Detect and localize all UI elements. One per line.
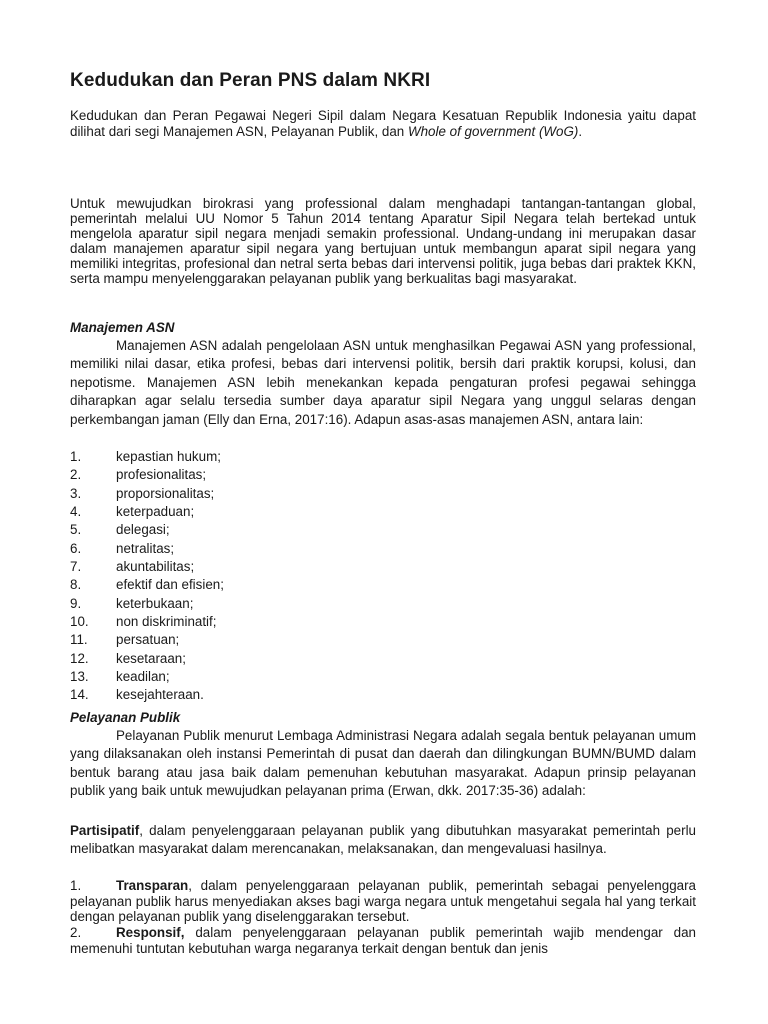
- list-num: 8.: [70, 577, 82, 593]
- list-item: [70, 558, 224, 576]
- list-num: 7.: [70, 559, 82, 575]
- list-item: [70, 448, 224, 466]
- list-num: 12.: [70, 650, 89, 666]
- intro-end: .: [578, 124, 583, 139]
- list-num: 11.: [70, 632, 88, 648]
- page-title: Kedudukan dan Peran PNS dalam NKRI: [70, 70, 431, 91]
- responsif-paragraph: [70, 925, 696, 957]
- list-item: [70, 686, 224, 704]
- list-text: keterbukaan;: [116, 595, 194, 611]
- list-num: 6.: [70, 540, 82, 556]
- list-num: 13.: [70, 669, 89, 685]
- list-item: [70, 485, 224, 503]
- list-num: 10.: [70, 614, 89, 630]
- intro-italic: Whole of government (WoG): [407, 124, 579, 139]
- list-num: 1.: [70, 449, 82, 464]
- list-text: kepastian hukum;: [116, 449, 221, 464]
- list-item: [70, 595, 224, 613]
- list-num: 9.: [70, 595, 82, 611]
- list-text: non diskriminatif;: [116, 614, 217, 630]
- transparan-num: 1.: [70, 878, 82, 893]
- list-num: 14.: [70, 687, 89, 703]
- list-item: [70, 576, 224, 594]
- birokrasi-paragraph: Untuk mewujudkan birokrasi yang professional dalam menghadapi tantangan-tantangan global, pemerintah melalui UU Nomor 5 Tahun 2014 tentang Aparatur Sipil Negara telah bertekad untuk mengelola aparatur sipil negara menjadi semakin professional. Undang-undang ini merupakan dasar dalam manajemen aparatur sipil negara yang bertujuan untuk membangun aparat sipil negara yang memiliki integritas, profesional dan netral serta bebas dari intervensi politik, juga bebas dari praktek KKN, serta mampu menyelenggarakan pelayanan publik yang berkualitas bagi masyarakat.: [70, 196, 696, 286]
- transparan-text: , dalam penyelenggaraan pelayanan publik, pemerintah sebagai penyelenggara pelayanan publik harus menyediakan akses bagi warga negara untuk mengetahui segala hal yang terkait dengan pelayanan publik yang diselenggarakan tersebut.: [70, 878, 696, 924]
- list-text: proporsionalitas;: [116, 485, 215, 501]
- list-text: netralitas;: [116, 540, 175, 556]
- manajemen-paragraph: Manajemen ASN adalah pengelolaan ASN untuk menghasilkan Pegawai ASN yang professional, memiliki nilai dasar, etika profesi, bebas dari intervensi politik, bersih dari praktik korupsi, kolusi, dan nepotisme. Manajemen ASN lebih menekankan kepada pengaturan profesi pegawai sehingga diharapkan agar selalu tersedia sumber daya aparatur sipil Negara yang unggul selaras dengan perkembangan jaman (Elly dan Erna, 2017:16). Adapun asas-asas manajemen ASN, antara lain:: [70, 338, 696, 427]
- partisipatif-text: , dalam penyelenggaraan pelayanan publik yang dibutuhkan masyarakat pemerintah perlu melibatkan masyarakat dalam merencanakan, melaksanakan, dan mengevaluasi hasilnya.: [70, 823, 696, 857]
- list-num: 2.: [70, 467, 82, 483]
- list-text: kesejahteraan.: [116, 687, 204, 703]
- list-item: [70, 613, 224, 631]
- asas-list: [70, 448, 224, 705]
- list-num: 4.: [70, 504, 82, 520]
- list-item: [70, 650, 224, 668]
- list-text: kesetaraan;: [116, 650, 186, 666]
- list-text: keadilan;: [116, 669, 170, 685]
- list-text: efektif dan efisien;: [116, 577, 224, 593]
- list-num: 3.: [70, 485, 82, 501]
- list-item: [70, 668, 224, 686]
- list-item: [70, 521, 224, 539]
- pelayanan-paragraph: Pelayanan Publik menurut Lembaga Administrasi Negara adalah segala bentuk pelayanan umum yang dilaksanakan oleh instansi Pemerintah di pusat dan daerah dan dilingkungan BUMN/BUMD dalam bentuk barang atau jasa baik dalam pemenuhan kebutuhan masyarakat. Adapun prinsip pelayanan publik yang baik untuk mewujudkan pelayanan prima (Erwan, dkk. 2017:35-36) adalah:: [70, 728, 696, 799]
- responsif-label: Responsif,: [116, 925, 185, 940]
- responsif-num: 2.: [70, 925, 82, 940]
- transparan-label: Transparan: [116, 878, 189, 893]
- intro-paragraph: [70, 108, 696, 140]
- partisipatif-paragraph: [70, 822, 696, 859]
- list-text: profesionalitas;: [116, 467, 207, 483]
- list-item: [70, 503, 224, 521]
- list-text: keterpaduan;: [116, 504, 195, 520]
- pelayanan-heading: Pelayanan Publik: [70, 710, 181, 725]
- list-item: [70, 631, 224, 649]
- list-text: persatuan;: [116, 632, 180, 648]
- responsif-text: dalam penyelenggaraan pelayanan publik pemerintah wajib mendengar dan memenuhi tuntutan kebutuhan warga negaranya terkait dengan bentuk dan jenis: [70, 925, 696, 956]
- partisipatif-label: Partisipatif: [70, 823, 140, 838]
- list-text: delegasi;: [116, 522, 170, 538]
- intro-text: Kedudukan dan Peran Pegawai Negeri Sipil dalam Negara Kesatuan Republik Indonesia yaitu dapat dilihat dari segi Manajemen ASN, Pelayanan Publik, dan: [70, 108, 696, 139]
- transparan-paragraph: [70, 878, 696, 925]
- list-text: akuntabilitas;: [116, 559, 195, 575]
- list-item: [70, 466, 224, 484]
- manajemen-heading: Manajemen ASN: [70, 320, 175, 335]
- list-item: [70, 540, 224, 558]
- list-num: 5.: [70, 522, 82, 538]
